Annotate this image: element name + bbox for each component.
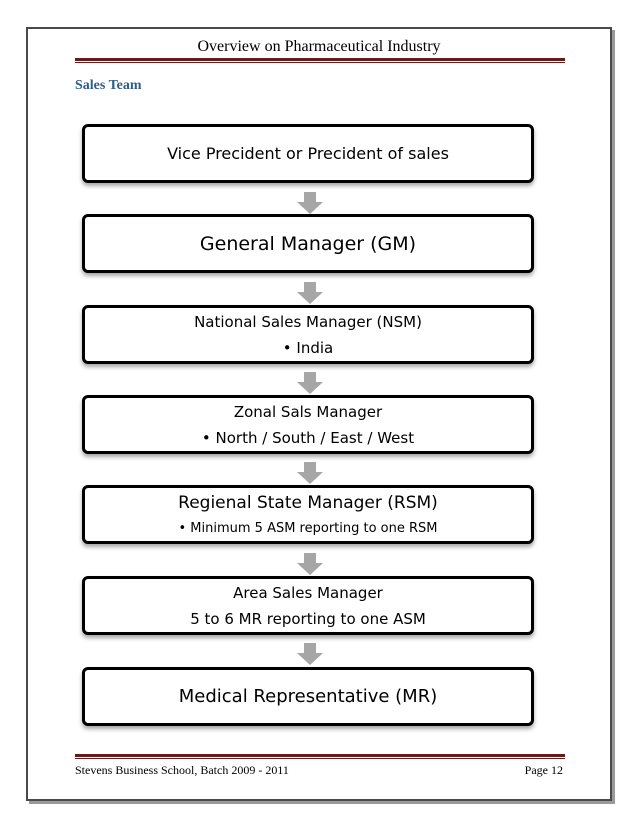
org-box-medical-representative (82, 667, 534, 726)
down-arrow-icon (297, 643, 323, 665)
org-box-line: Vice Precident or Precident of sales (167, 144, 449, 163)
down-arrow-icon (297, 372, 323, 394)
org-box-vp-sales (82, 124, 534, 183)
org-box-line: Zonal Sals Manager (233, 402, 383, 421)
org-box-area-sales-manager (82, 576, 534, 635)
page-header-title: Overview on Pharmaceutical Industry (197, 38, 441, 55)
org-box-bullet: • Minimum 5 ASM reporting to one RSM (178, 521, 438, 536)
org-box-line: Medical Representative (MR) (178, 686, 438, 707)
org-box-line: General Manager (GM) (199, 232, 417, 255)
footer-rule (75, 754, 565, 759)
org-box-subtext: 5 to 6 MR reporting to one ASM (190, 609, 426, 628)
down-arrow-icon (297, 192, 323, 214)
section-title: Sales Team (75, 78, 142, 93)
org-box-line: National Sales Manager (NSM) (194, 312, 422, 331)
footer-page-number: Page 12 (524, 763, 563, 777)
org-box-zonal-sales-manager (82, 395, 534, 454)
org-box-national-sales-manager (82, 305, 534, 364)
org-box-regional-state-manager (82, 485, 534, 544)
org-box-general-manager (82, 214, 534, 273)
org-box-line: Area Sales Manager (233, 583, 383, 602)
org-box-line: Regienal State Manager (RSM) (178, 493, 438, 513)
down-arrow-icon (297, 553, 323, 575)
down-arrow-icon (297, 462, 323, 484)
down-arrow-icon (297, 282, 323, 304)
org-box-bullet: • India (282, 338, 334, 357)
header-rule (75, 58, 565, 63)
footer-school: Stevens Business School, Batch 2009 - 2011 (75, 763, 289, 777)
org-box-bullet: • North / South / East / West (201, 428, 415, 447)
